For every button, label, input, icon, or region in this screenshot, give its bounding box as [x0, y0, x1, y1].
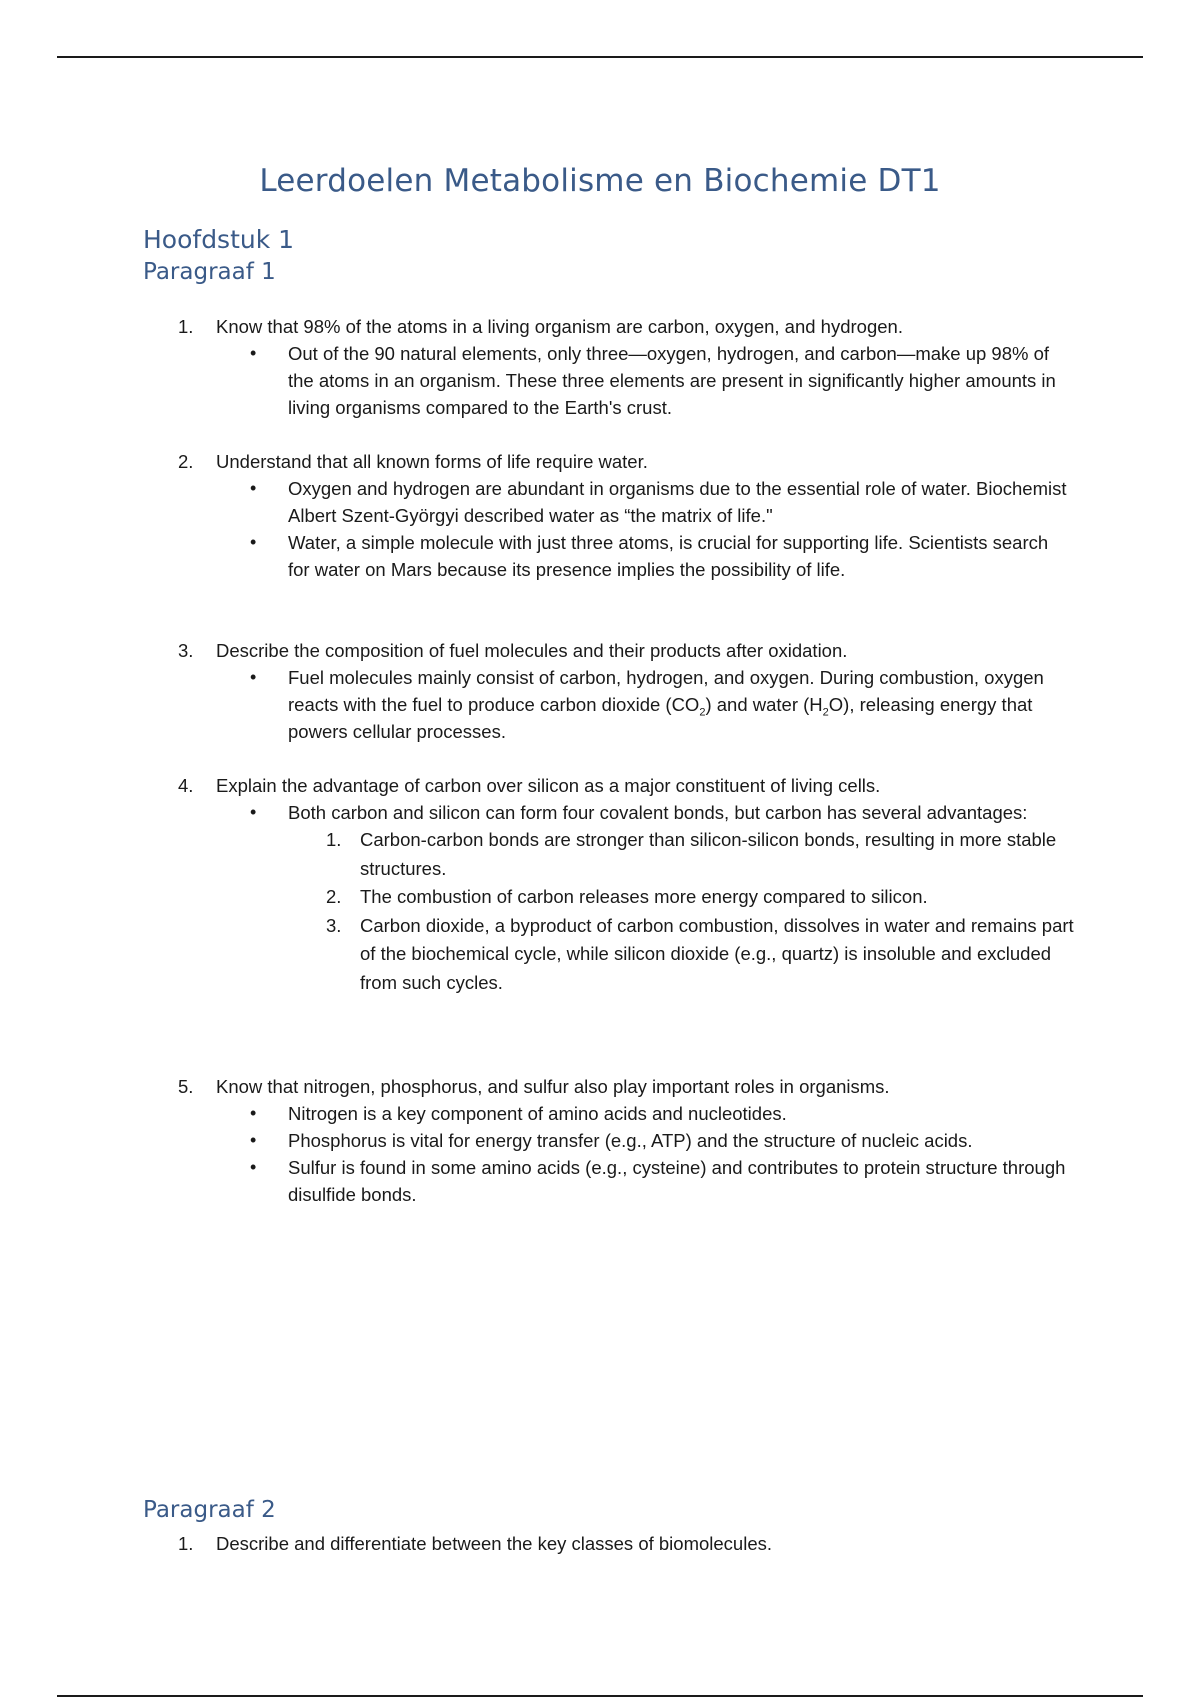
bullet-icon: •	[250, 1157, 257, 1177]
section-heading-1: Paragraaf 1	[143, 259, 276, 285]
bullet-icon: •	[250, 1130, 257, 1150]
sub-item-number: 3.	[326, 914, 342, 936]
bullet-item	[178, 529, 1068, 583]
bullet-text: Nitrogen is a key component of amino acids and nucleotides.	[288, 1103, 787, 1124]
item-number: 2.	[178, 451, 194, 472]
footer-rule	[57, 1695, 1143, 1697]
bullet-text: Out of the 90 natural elements, only three—oxygen, hydrogen, and carbon—make up 98% of the atoms in an organism. These three elements are present in significantly higher amounts in living organisms compared to the Earth's crust.	[288, 343, 1056, 418]
item-number: 3.	[178, 640, 194, 661]
sub-item-text: Carbon dioxide, a byproduct of carbon combustion, dissolves in water and remains part of the biochemical cycle, while silicon dioxide (e.g., quartz) is insoluble and excluded from such cycles.	[360, 914, 1074, 993]
bullet-icon: •	[250, 1103, 257, 1123]
sub-item-text: Carbon-carbon bonds are stronger than silicon-silicon bonds, resulting in more stable structures.	[360, 829, 1057, 879]
section-heading-2: Paragraaf 2	[143, 1497, 276, 1523]
sub-item-number: 2.	[326, 886, 342, 907]
chapter-heading: Hoofdstuk 1	[143, 225, 295, 254]
bullet-item	[178, 1154, 1068, 1208]
bullet-icon: •	[250, 667, 257, 687]
bullet-item	[178, 1100, 1068, 1127]
bullet-icon: •	[250, 478, 257, 498]
bullet-text: Fuel molecules mainly consist of carbon, hydrogen, and oxygen. During combustion, oxygen reacts with the fuel to produce carbon dioxide $(CO_2)$ and water $(H_2O)$, releasing energy that powers cellular processes.	[288, 667, 1044, 742]
list-item	[178, 1073, 1078, 1208]
bullet-text: Phosphorus is vital for energy transfer (e.g., ATP) and the structure of nucleic acids.	[288, 1130, 973, 1151]
list-item	[178, 772, 1078, 997]
item-number: 5.	[178, 1076, 194, 1097]
bullet-item	[178, 799, 1068, 826]
bullet-item	[178, 340, 1068, 421]
bullet-icon: •	[250, 802, 257, 822]
bullet-text: Water, a simple molecule with just three atoms, is crucial for supporting life. Scientists search for water on Mars because its presence implies the possibility of life.	[288, 532, 1049, 580]
item-text: Understand that all known forms of life require water.	[216, 451, 648, 472]
bullet-text: Sulfur is found in some amino acids (e.g., cysteine) and contributes to protein structure through disulfide bonds.	[288, 1157, 1066, 1205]
list-item	[178, 448, 1078, 583]
sub-item-text: The combustion of carbon releases more energy compared to silicon.	[360, 886, 928, 907]
bullet-icon: •	[250, 343, 257, 363]
item-text: Know that nitrogen, phosphorus, and sulfur also play important roles in organisms.	[216, 1076, 890, 1097]
sub-item	[178, 826, 1080, 883]
bullet-item	[178, 475, 1068, 529]
bullet-icon: •	[250, 532, 257, 552]
item-text: Explain the advantage of carbon over silicon as a major constituent of living cells.	[216, 775, 881, 796]
bullet-item	[178, 1127, 1068, 1154]
sub-item-number: 1.	[326, 829, 342, 850]
item-text: Describe and differentiate between the key classes of biomolecules.	[216, 1533, 773, 1554]
list-item	[178, 1530, 1078, 1557]
list-item	[178, 313, 1078, 421]
item-number: 1.	[178, 316, 194, 337]
sub-item	[178, 912, 1080, 998]
bullet-item	[178, 664, 1068, 745]
item-number: 1.	[178, 1533, 194, 1554]
bullet-text: Oxygen and hydrogen are abundant in organisms due to the essential role of water. Biochemist Albert Szent-Györgyi described water as “the matrix of life."	[288, 478, 1067, 526]
header-rule	[57, 56, 1143, 58]
item-number: 4.	[178, 775, 194, 796]
bullet-text: Both carbon and silicon can form four covalent bonds, but carbon has several advantages:	[288, 802, 1028, 823]
sub-item	[178, 883, 1080, 912]
list-item	[178, 637, 1078, 745]
item-text: Know that 98% of the atoms in a living organism are carbon, oxygen, and hydrogen.	[216, 316, 903, 337]
item-text: Describe the composition of fuel molecules and their products after oxidation.	[216, 640, 848, 661]
document-title: Leerdoelen Metabolisme en Biochemie DT1	[259, 163, 941, 199]
